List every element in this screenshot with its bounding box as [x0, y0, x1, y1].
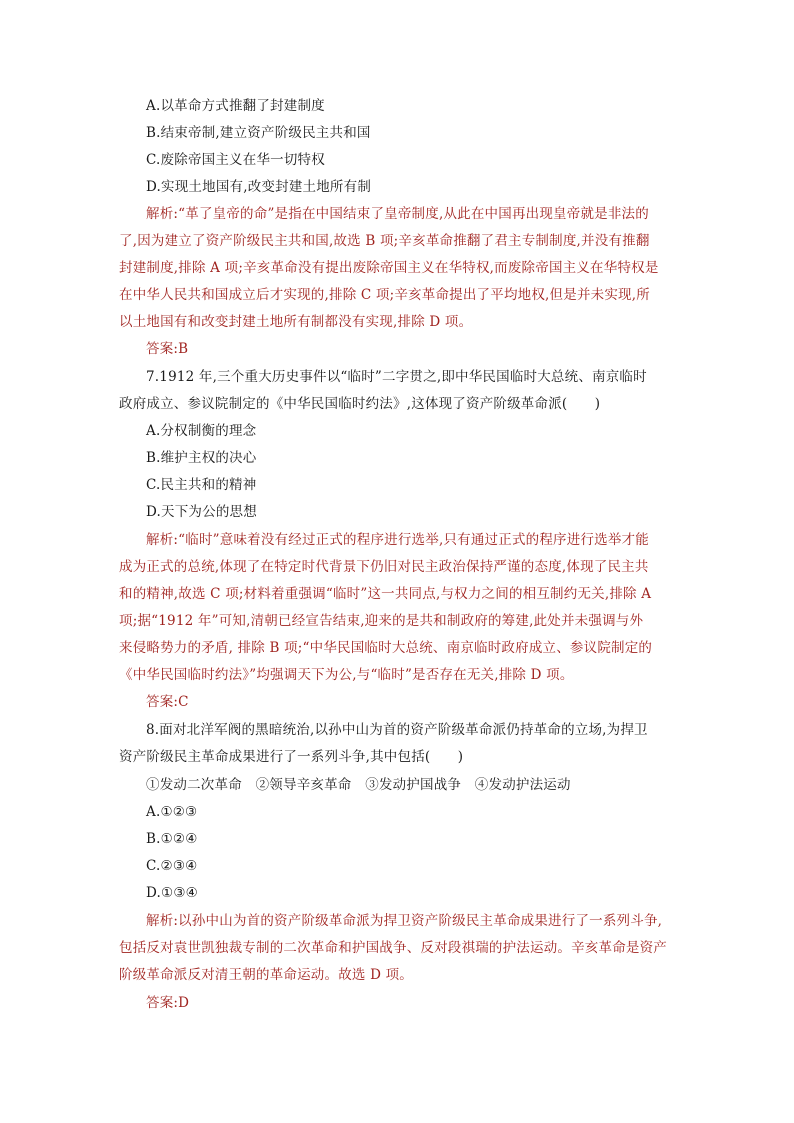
q8-answer — [146, 993, 189, 1013]
q7-option-c: C.民主共和的精神 — [146, 477, 257, 493]
q8-analysis-line: 解析:以孙中山为首的资产阶级革命派为捍卫资产阶级民主革命成果进行了一系列斗争, — [146, 913, 663, 929]
q8-option-b: B.①②④ — [146, 831, 198, 847]
q8-option-a: A.①②③ — [146, 804, 198, 820]
q8-option-d: D.①③④ — [146, 885, 198, 901]
q7-analysis-line: 和的精神,故选 C 项;材料着重强调“临时”这一共同点,与权力之间的相互制约无关,排除 A — [119, 586, 652, 602]
q6-option-b: B.结束帝制,建立资产阶级民主共和国 — [146, 125, 371, 141]
answer-label: 答案: — [146, 694, 179, 710]
q6-analysis-line: 解析:“革了皇帝的命”是指在中国结束了皇帝制度,从此在中国再出现皇帝就是非法的 — [146, 206, 649, 222]
q8-analysis-line: 阶级革命派反对清王朝的革命运动。故选 D 项。 — [119, 967, 414, 983]
answer-label: 答案: — [146, 341, 179, 357]
q6-analysis-line: 以土地国有和改变封建土地所有制都没有实现,排除 D 项。 — [119, 314, 473, 330]
q7-analysis-line: 《中华民国临时约法》”均强调天下为公,与“临时”是否存在无关,排除 D 项。 — [119, 667, 574, 683]
q7-stem-line: 7.1912 年,三个重大历史事件以“临时”二字贯之,即中华民国临时大总统、南京临时 — [146, 369, 647, 385]
q8-analysis-line: 包括反对袁世凯独裁专制的二次革命和护国战争、反对段祺瑞的护法运动。辛亥革命是资产 — [119, 940, 667, 956]
q6-option-a: A.以革命方式推翻了封建制度 — [146, 98, 325, 114]
q7-analysis-line: 项;据“1912 年”可知,清朝已经宣告结束,迎来的是共和制政府的筹建,此处并未强调与外 — [119, 613, 644, 629]
q7-analysis-line: 成为正式的总统,体现了在特定时代背景下仍旧对民主政治保持严谨的态度,体现了民主共 — [119, 559, 649, 575]
q6-analysis-line: 了,因为建立了资产阶级民主共和国,故选 B 项;辛亥革命推翻了君主专制制度,并没有推翻 — [119, 233, 650, 249]
q6-answer — [146, 339, 188, 359]
answer-value: D — [178, 995, 190, 1011]
q8-stem-line: 8.面对北洋军阀的黑暗统治,以孙中山为首的资产阶级革命派仍持革命的立场,为捍卫 — [146, 722, 648, 738]
answer-label: 答案: — [146, 995, 179, 1011]
answer-value: B — [178, 341, 189, 357]
q6-analysis-line: 在中华人民共和国成立后才实现的,排除 C 项;辛亥革命提出了平均地权,但是并未实现,所 — [119, 287, 650, 303]
answer-value: C — [178, 694, 189, 710]
q8-stem-line: 资产阶级民主革命成果进行了一系列斗争,其中包括( ) — [119, 749, 464, 765]
q7-option-a: A.分权制衡的理念 — [146, 423, 257, 439]
q7-option-b: B.维护主权的决心 — [146, 450, 257, 466]
q6-analysis-line: 封建制度,排除 A 项;辛亥革命没有提出废除帝国主义在华特权,而废除帝国主义在华特权是 — [119, 260, 659, 276]
q6-option-d: D.实现土地国有,改变封建土地所有制 — [146, 179, 372, 195]
q8-option-c: C.②③④ — [146, 858, 198, 874]
q6-option-c: C.废除帝国主义在华一切特权 — [146, 152, 325, 168]
q7-stem-line: 政府成立、参议院制定的《中华民国临时约法》,这体现了资产阶级革命派( ) — [119, 396, 601, 412]
q8-items: ①发动二次革命 ②领导辛亥革命 ③发动护国战争 ④发动护法运动 — [146, 777, 571, 793]
q7-answer — [146, 692, 189, 712]
q7-analysis-line: 来侵略势力的矛盾, 排除 B 项;“中华民国临时大总统、南京临时政府成立、参议院制定的 — [119, 640, 653, 656]
q7-analysis-line: 解析:“临时”意味着没有经过正式的程序进行选举,只有通过正式的程序进行选举才能 — [146, 532, 649, 548]
q7-option-d: D.天下为公的思想 — [146, 504, 257, 520]
